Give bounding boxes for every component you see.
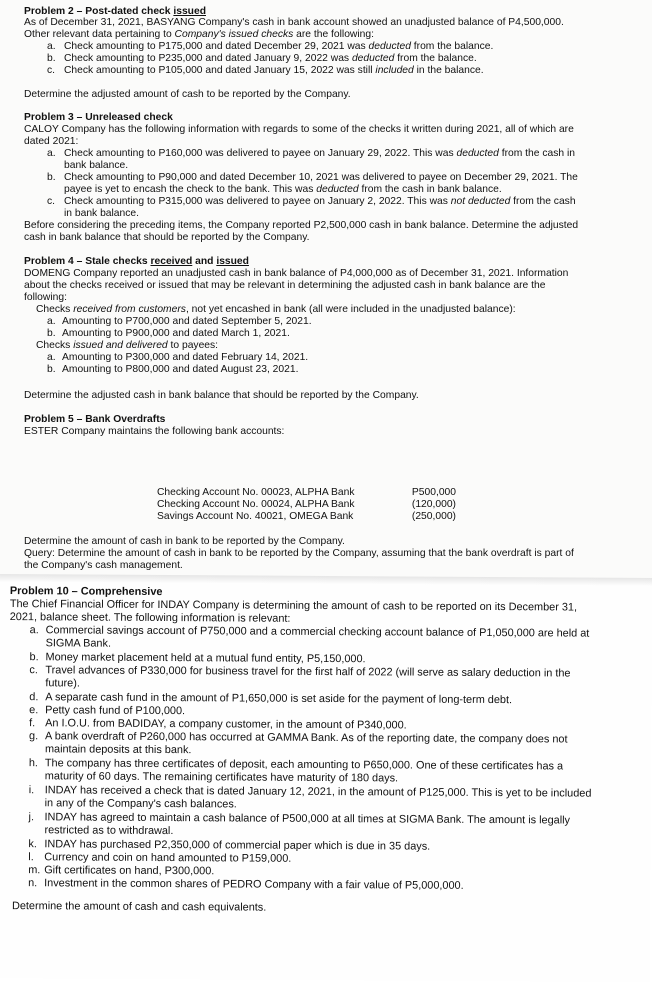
item-label: i. — [28, 784, 35, 797]
item-label: a. — [29, 624, 39, 637]
problem-10-title: Problem 10 – Comprehensive — [9, 585, 163, 598]
problem-3-item-c-label: c. — [47, 196, 56, 207]
problem-2-item-b-label: b. — [47, 53, 56, 64]
item-label: n. — [28, 877, 38, 890]
problem-4-received-a-label: a. — [47, 316, 56, 327]
problem-2-question: Determine the adjusted amount of cash to be reported by the Company. — [24, 89, 351, 100]
item-label: m. — [28, 864, 41, 877]
problem-4-received-heading: Checks received from customers, not yet encashed in bank (all were included in the unadjusted balance): — [36, 304, 516, 315]
item-text: maturity of 60 days. The remaining certificates have maturity of 180 days. — [44, 770, 399, 785]
problem-4-issued-a: Amounting to P300,000 and dated February 14, 2021. — [62, 352, 309, 363]
problem-4-line-2: about the checks received or issued that may be relevant in determining the adjusted cash in bank balance are the — [24, 280, 546, 291]
item-label: h. — [28, 757, 39, 770]
problem-4-line-3: following: — [24, 292, 67, 303]
item-label: e. — [29, 704, 39, 717]
problem-3-item-a-line-1: Check amounting to P160,000 was delivered to payee on January 29, 2022. This was deducted from the cash in — [64, 148, 575, 159]
problem-3-item-a-line-2: bank balance. — [64, 160, 129, 171]
problem-4-question: Determine the adjusted cash in bank balance that should be reported by the Company. — [24, 390, 419, 401]
item-text: INDAY has received a check that is dated January 12, 2021, in the amount of P125,000. This is yet to be included — [44, 784, 592, 800]
problem-2-item-a: Check amounting to P175,000 and dated December 29, 2021 was deducted from the balance. — [64, 41, 494, 52]
problem-3-line-2: dated 2021: — [24, 136, 79, 147]
item-label: k. — [28, 838, 37, 851]
problem-5-line-1: ESTER Company maintains the following bank accounts: — [24, 426, 285, 437]
account-amount: (120,000) — [411, 499, 456, 510]
problem-4-received-b-label: b. — [47, 328, 56, 339]
problem-2-line-2: Other relevant data pertaining to Company's issued checks are the following: — [24, 29, 374, 40]
problem-3-item-a-label: a. — [47, 148, 56, 159]
item-text: INDAY has purchased P2,350,000 of commercial paper which is due in 35 days. — [44, 838, 431, 853]
problem-4-received-a: Amounting to P700,000 and dated September 5, 2021. — [62, 316, 312, 327]
item-text: maintain deposits at this bank. — [44, 743, 192, 757]
item-label: f. — [29, 717, 36, 730]
problem-5-question-1: Determine the amount of cash in bank to be reported by the Company. — [24, 536, 345, 547]
problem-3-question-1: Before considering the preceding items, the Company reported P2,500,000 cash in bank balance. Determine the adjusted — [24, 220, 579, 231]
item-text: future). — [45, 677, 80, 690]
item-label: b. — [29, 651, 39, 664]
item-text: SIGMA Bank. — [45, 637, 112, 650]
bottom-worksheet — [0, 580, 652, 982]
problem-2-item-c-label: c. — [47, 65, 56, 76]
item-label: d. — [29, 691, 39, 704]
problem-3-item-b-line-1: Check amounting to P90,000 and dated December 10, 2021 was delivered to payee on December 29, 2021. The — [64, 172, 578, 183]
account-amount: (250,000) — [411, 511, 456, 522]
problem-3-title: Problem 3 – Unreleased check — [24, 112, 173, 123]
problem-4-issued-b: Amounting to P800,000 and dated August 23, 2021. — [62, 364, 299, 375]
problem-4-line-1: DOMENG Company reported an unadjusted cash in bank balance of P4,000,000 as of December 31, 2021. Information — [24, 268, 569, 279]
problem-5-question-2: Query: Determine the amount of cash in bank to be reported by the Company, assuming that the bank overdraft is part of — [24, 548, 574, 559]
problem-2-title: Problem 2 – Post-dated check issued — [24, 6, 206, 17]
item-label: g. — [29, 730, 39, 743]
item-label: l. — [28, 851, 34, 864]
problem-3-item-b-line-2: payee is yet to encash the check to the bank. This was deducted from the cash in bank balance. — [64, 184, 502, 195]
problem-2-item-a-label: a. — [47, 41, 56, 52]
item-text: in any of the Company's cash balances. — [44, 797, 237, 811]
problem-5-question-3: the Company's cash management. — [24, 560, 183, 571]
item-text: Commercial savings account of P750,000 and a commercial checking account balance of P1,050,000 are held at — [45, 624, 590, 640]
problem-4-issued-a-label: a. — [47, 352, 56, 363]
account-name: Checking Account No. 00024, ALPHA Bank — [157, 499, 355, 510]
problem-4-issued-b-label: b. — [47, 364, 56, 375]
item-text: A bank overdraft of P260,000 has occurred at GAMMA Bank. As of the reporting date, the company does not — [45, 730, 568, 746]
item-text: Investment in the common shares of PEDRO Company with a fair value of P5,000,000. — [44, 877, 464, 892]
item-text: A separate cash fund in the amount of P1,650,000 is set aside for the payment of long-term debt. — [45, 691, 513, 707]
problem-3-item-b-label: b. — [47, 172, 56, 183]
item-label: c. — [29, 664, 38, 677]
account-name: Checking Account No. 00023, ALPHA Bank — [157, 487, 355, 498]
item-text: INDAY has agreed to maintain a cash balance of P500,000 at all times at SIGMA Bank. The amount is legally — [44, 811, 571, 827]
item-text: Gift certificates on hand, P300,000. — [44, 864, 215, 878]
item-label: j. — [28, 811, 35, 824]
problem-10-line-1: The Chief Financial Officer for INDAY Company is determining the amount of cash to be reported on its December 31, — [9, 598, 578, 614]
problem-4-title: Problem 4 – Stale checks received and issued — [24, 256, 249, 267]
problem-10-question: Determine the amount of cash and cash equivalents. — [11, 900, 267, 914]
item-text: The company has three certificates of deposit, each amounting to P650,000. One of these certificates has a — [44, 757, 564, 773]
item-text: Petty cash fund of P100,000. — [45, 704, 186, 718]
item-text: Travel advances of P330,000 for business travel for the first half of 2022 (will serve as salary deduction in the — [45, 664, 571, 680]
problem-3-line-1: CALOY Company has the following information with regards to some of the checks it written during 2021, all of which are — [24, 124, 574, 135]
account-amount: P500,000 — [411, 487, 456, 498]
account-name: Savings Account No. 40021, OMEGA Bank — [157, 511, 354, 522]
problem-2-item-c: Check amounting to P105,000 and dated January 15, 2022 was still included in the balance. — [64, 65, 484, 76]
item-text: Money market placement held at a mutual fund entity, P5,150,000. — [45, 651, 366, 666]
problem-3-item-c-line-2: in bank balance. — [64, 208, 139, 219]
item-text: restricted as to withdrawal. — [44, 824, 174, 838]
item-text: Currency and coin on hand amounted to P159,000. — [44, 851, 292, 865]
item-text: An I.O.U. from BADIDAY, a company customer, in the amount of P340,000. — [45, 717, 407, 732]
problem-4-received-b: Amounting to P900,000 and dated March 1, 2021. — [62, 328, 290, 339]
problem-2-line-1: As of December 31, 2021, BASYANG Company's cash in bank account showed an unadjusted balance of P4,500,000. — [24, 17, 564, 28]
problem-4-issued-heading: Checks issued and delivered to payees: — [36, 340, 219, 351]
problem-3-item-c-line-1: Check amounting to P315,000 was delivered to payee on January 2, 2022. This was not deducted from the cash — [64, 196, 576, 207]
problem-10-line-2: 2021, balance sheet. The following information is relevant: — [9, 611, 291, 625]
problem-5-title: Problem 5 – Bank Overdrafts — [24, 414, 166, 425]
problem-2-item-b: Check amounting to P235,000 and dated January 9, 2022 was deducted from the balance. — [64, 53, 477, 64]
problem-3-question-2: cash in bank balance that should be reported by the Company. — [24, 232, 310, 243]
